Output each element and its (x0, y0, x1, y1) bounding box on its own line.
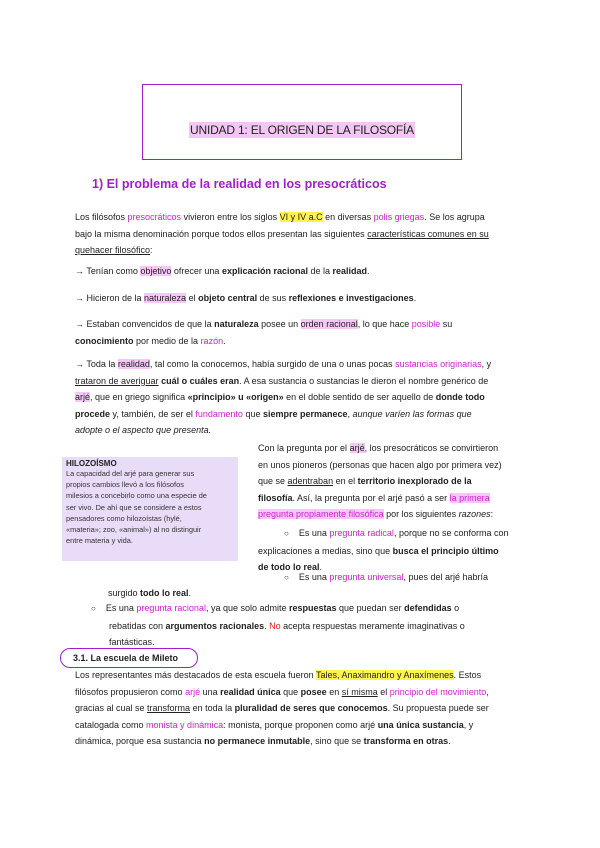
sidebox-text (66, 468, 234, 546)
bold-text: cuál o cuáles eran (158, 375, 240, 386)
bold-text: territorio inexplorado de la (357, 476, 472, 486)
text: en diversas (322, 212, 374, 222)
text: que puedan ser (336, 603, 405, 613)
keyword: pregunta radical (329, 528, 394, 538)
text: gracias al cual se (75, 703, 148, 713)
sidebox-line: entre materia y vida. (66, 536, 133, 546)
text: , tal como la conocemos, había surgido de una o unas pocas (149, 359, 396, 369)
highlight: VI y IV a.C (279, 212, 323, 222)
keyword: pregunta racional (136, 603, 206, 613)
text: en (326, 686, 342, 697)
text: catalogada como (75, 719, 147, 730)
text: , lo que hace (357, 319, 412, 329)
text: . (319, 562, 323, 572)
text: . (264, 620, 270, 631)
bullet-2 (258, 569, 543, 587)
keyword: pregunta universal (329, 572, 404, 582)
text: , y (481, 359, 492, 369)
keyword: sustancias originarias (395, 359, 482, 369)
intro-paragraph (75, 209, 535, 259)
bold-text: naturaleza (214, 319, 259, 329)
bold-text: reflexiones e investigaciones (288, 293, 414, 303)
text: Los representantes más destacados de esta escuela fueron (75, 670, 316, 680)
underlined-text: características comunes en su (367, 228, 489, 239)
highlight: pregunta propiamente filosófica (258, 509, 384, 519)
bold-text: conocimiento (75, 335, 134, 346)
bold-text: respuestas (289, 603, 337, 613)
text: Es una (105, 603, 137, 613)
text: por los siguientes (383, 509, 459, 519)
list-item-3 (75, 316, 535, 349)
bullet-circle-icon: ○ (284, 573, 289, 582)
underlined-text: transforma (147, 703, 191, 713)
text: su (440, 319, 453, 329)
highlight: arjé (349, 443, 365, 453)
text: o (451, 603, 460, 613)
text: que (280, 686, 301, 697)
highlight: Tales, Anaximandro y Anaxímenes (316, 670, 454, 680)
text: . (223, 335, 226, 346)
text: en toda la (190, 703, 235, 713)
highlight: objetivo (140, 266, 172, 276)
text: , pues del arjé habría (403, 572, 489, 582)
right-paragraph (258, 440, 543, 523)
title-box (142, 84, 462, 160)
text: por medio de la (133, 335, 201, 346)
bullet-1 (258, 525, 543, 576)
bullet-circle-icon: ○ (284, 529, 289, 538)
intro-line-2 (75, 226, 535, 243)
highlight: arjé (75, 392, 91, 402)
keyword: posible (411, 319, 441, 329)
text: , y (463, 719, 474, 730)
bold-text: transforma en otras (363, 736, 449, 746)
text: surgido (108, 588, 141, 598)
highlight: naturaleza (144, 293, 187, 303)
text: , ya que solo admite (205, 603, 290, 613)
underlined-text: sí misma (341, 686, 378, 697)
sidebox-header: HILOZOÍSMO (66, 459, 117, 468)
section-3-1-box (60, 648, 198, 668)
sidebox-line: La capacidad del arjé para generar sus (66, 469, 195, 478)
text: dinámica, porque esa sustancia (75, 736, 205, 746)
text: , (486, 686, 489, 697)
sidebox-line: pensadores como hilozoístas (hylé, (66, 513, 182, 523)
hilozoismo-box (62, 457, 238, 561)
text: ofrecer una (171, 266, 222, 276)
text: . (413, 293, 417, 303)
bold-text: procede (75, 408, 111, 419)
bold-text: argumentos racionales (165, 620, 265, 631)
keyword: principio del movimiento (389, 686, 487, 697)
text: una (200, 686, 221, 697)
page-title-text: UNIDAD 1: EL ORIGEN DE LA FILOSOFÍA (190, 123, 414, 137)
text: , sino que se (310, 736, 364, 746)
text: . Estos (453, 670, 482, 680)
highlight: realidad (117, 359, 150, 369)
bold-text: donde todo (435, 392, 485, 402)
text: . Se los agrupa (424, 212, 485, 222)
bold-text: defendidas (404, 603, 452, 613)
keyword: arjé (185, 686, 201, 697)
text: , los presocráticos se convirtieron (364, 443, 499, 453)
text: . A esa sustancia o sustancias le dieron el nombre genérico de (239, 375, 489, 386)
bold-text: objeto central (198, 293, 258, 303)
keyword: razón (200, 335, 224, 346)
red-text: No (269, 620, 281, 631)
text: . (367, 266, 370, 276)
text: , (347, 408, 353, 419)
keyword: polis griegas (373, 212, 425, 222)
underlined-text: quehacer filosófico (75, 245, 151, 255)
text: → Tenían como (75, 266, 141, 276)
text: Es una (298, 528, 330, 538)
italic-text: adopte o el aspecto que presenta. (75, 425, 212, 435)
text: que (242, 408, 263, 419)
bold-text: pluralidad de seres que conocemos (234, 703, 388, 713)
bold-text: de todo lo real (258, 562, 320, 572)
text: acepta respuestas meramente imaginativas o (280, 620, 465, 631)
text: el (377, 686, 390, 697)
bold-text: realidad (332, 266, 368, 276)
italic-text: aunque varíen las formas que (352, 408, 472, 419)
page-title (143, 123, 461, 137)
text: : (150, 245, 153, 255)
section-3-1-paragraph (75, 667, 537, 750)
sidebox-line: «materia»; zoo, «animal») al no distinguir (66, 525, 202, 535)
sidebox-line: milesios a concebirlo como una especie de (66, 491, 207, 501)
bold-text: explicación racional (221, 266, 308, 276)
intro-line-3 (75, 242, 535, 259)
text: . Su propuesta puede ser (387, 703, 489, 713)
bold-text: una única sustancia (377, 719, 464, 730)
list-item-1 (75, 263, 370, 280)
text: → Toda la (75, 359, 118, 369)
text: filósofos propusieron como (75, 686, 186, 697)
bold-text: realidad única (220, 686, 281, 697)
text: posee un (258, 319, 301, 329)
list-item-2 (75, 290, 416, 307)
intro-line-1 (75, 209, 535, 226)
keyword: monista y dinámica (146, 719, 224, 730)
text: vivieron entre los siglos (181, 212, 280, 222)
text: . (188, 588, 192, 598)
text: de sus (257, 293, 289, 303)
text: Con la pregunta por el (258, 443, 350, 453)
bold-text: filosofía (258, 492, 293, 503)
text: bajo la misma denominación porque todos ellos presentan las siguientes (75, 228, 368, 239)
bold-text: busca el principio último (392, 545, 499, 556)
text: el (186, 293, 199, 303)
text: → Estaban convencidos de que la (75, 319, 215, 329)
text: Es una (298, 572, 330, 582)
text: en el (333, 476, 358, 486)
text: : monista, porque proponen como arjé (223, 719, 378, 730)
keyword: presocráticos (127, 212, 182, 222)
sidebox-line: propios cambios llevó a los filósofos (66, 480, 184, 490)
text: explicaciones a medias, sino que (258, 545, 393, 556)
italic-text: razones (458, 509, 491, 519)
keyword: fundamento (195, 408, 243, 419)
text: rebatidas con (109, 620, 166, 631)
section-3-1-label: 3.1. La escuela de Mileto (73, 653, 179, 663)
bold-text: posee (300, 686, 327, 697)
text: en unos pioneros (personas que hacen algo por primera vez) (258, 459, 502, 470)
bold-text: «principio» u «origen» (187, 392, 284, 402)
highlight: la primera (449, 492, 490, 503)
bold-text: siempre permanece (262, 408, 348, 419)
text: fantásticas. (109, 637, 155, 647)
underlined-text: adentraban (287, 476, 334, 486)
bold-text: no permanece inmutable (204, 736, 311, 746)
text: , que en griego significa (90, 392, 188, 402)
bullet-3 (91, 600, 541, 651)
bold-text: todo lo real (140, 588, 189, 598)
text: . Así, la pregunta por el arjé pasó a ser (292, 492, 450, 503)
bullet-circle-icon: ○ (91, 604, 96, 613)
underlined-text: trataron de averiguar (75, 375, 159, 386)
section-heading: 1) El problema de la realidad en los presocráticos (92, 177, 387, 191)
text: , porque no se conforma con (393, 528, 509, 538)
text: de la (307, 266, 333, 276)
text: : (490, 509, 494, 519)
text: → Hicieron de la (75, 293, 145, 303)
text: . (448, 736, 451, 746)
text: y, también, de ser el (110, 408, 196, 419)
text: que se (258, 476, 288, 486)
list-item-4 (75, 356, 537, 439)
sidebox-line: ser vivo. De ahí que se considere a estos (66, 502, 202, 512)
highlight: orden racional (300, 319, 358, 329)
text: en el doble sentido de ser aquello de (283, 392, 436, 402)
text: Los filósofos (75, 212, 128, 222)
